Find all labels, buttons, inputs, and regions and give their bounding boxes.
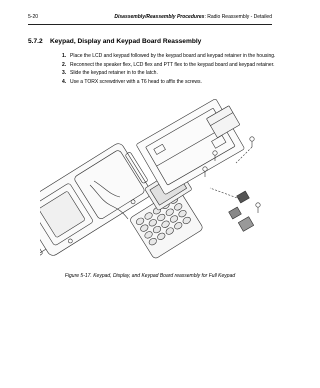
header-rule [28, 24, 272, 25]
figure-caption: Figure 5-17. Keypad, Display, and Keypad Board reassembly for Full Keypad [64, 273, 236, 279]
procedure-step [62, 69, 280, 78]
procedure-step [62, 78, 280, 87]
contact-pad [238, 217, 253, 232]
procedure-steps [62, 52, 280, 87]
running-head-section: Disassembly/Reassembly Procedures [114, 14, 205, 20]
step-number: 3. [62, 70, 67, 77]
step-text: Reconnect the speaker flex, LCD flex and PTT flex to the keypad board and keypad retainer. [70, 61, 275, 68]
contact-pad [237, 191, 250, 203]
running-head [114, 12, 272, 22]
screw [256, 203, 260, 213]
step-number: 1. [62, 53, 67, 59]
running-head-subsection: : Radio Reassembly - Detailed [204, 14, 272, 20]
section-number: 5.7.2 [28, 38, 43, 45]
procedure-step [62, 61, 280, 70]
page-number: 5-20 [28, 14, 39, 20]
contact-pad [229, 207, 242, 219]
section-heading [28, 38, 201, 45]
step-number: 2. [62, 61, 67, 68]
step-text: Slide the keypad retainer in to the latch. [70, 70, 158, 77]
section-title: Keypad, Display and Keypad Board Reassembly [50, 38, 202, 45]
step-number: 4. [62, 79, 67, 86]
procedure-step [62, 52, 280, 61]
page-header [28, 12, 272, 22]
radio-housing [40, 140, 156, 263]
screw [250, 137, 254, 147]
step-text: Use a TORX screwdriver with a T6 head to affix the screws. [70, 79, 202, 86]
step-text: Place the LCD and keypad followed by the keypad board and keypad retainer in the housing. [70, 53, 276, 59]
exploded-view-illustration [40, 93, 272, 263]
